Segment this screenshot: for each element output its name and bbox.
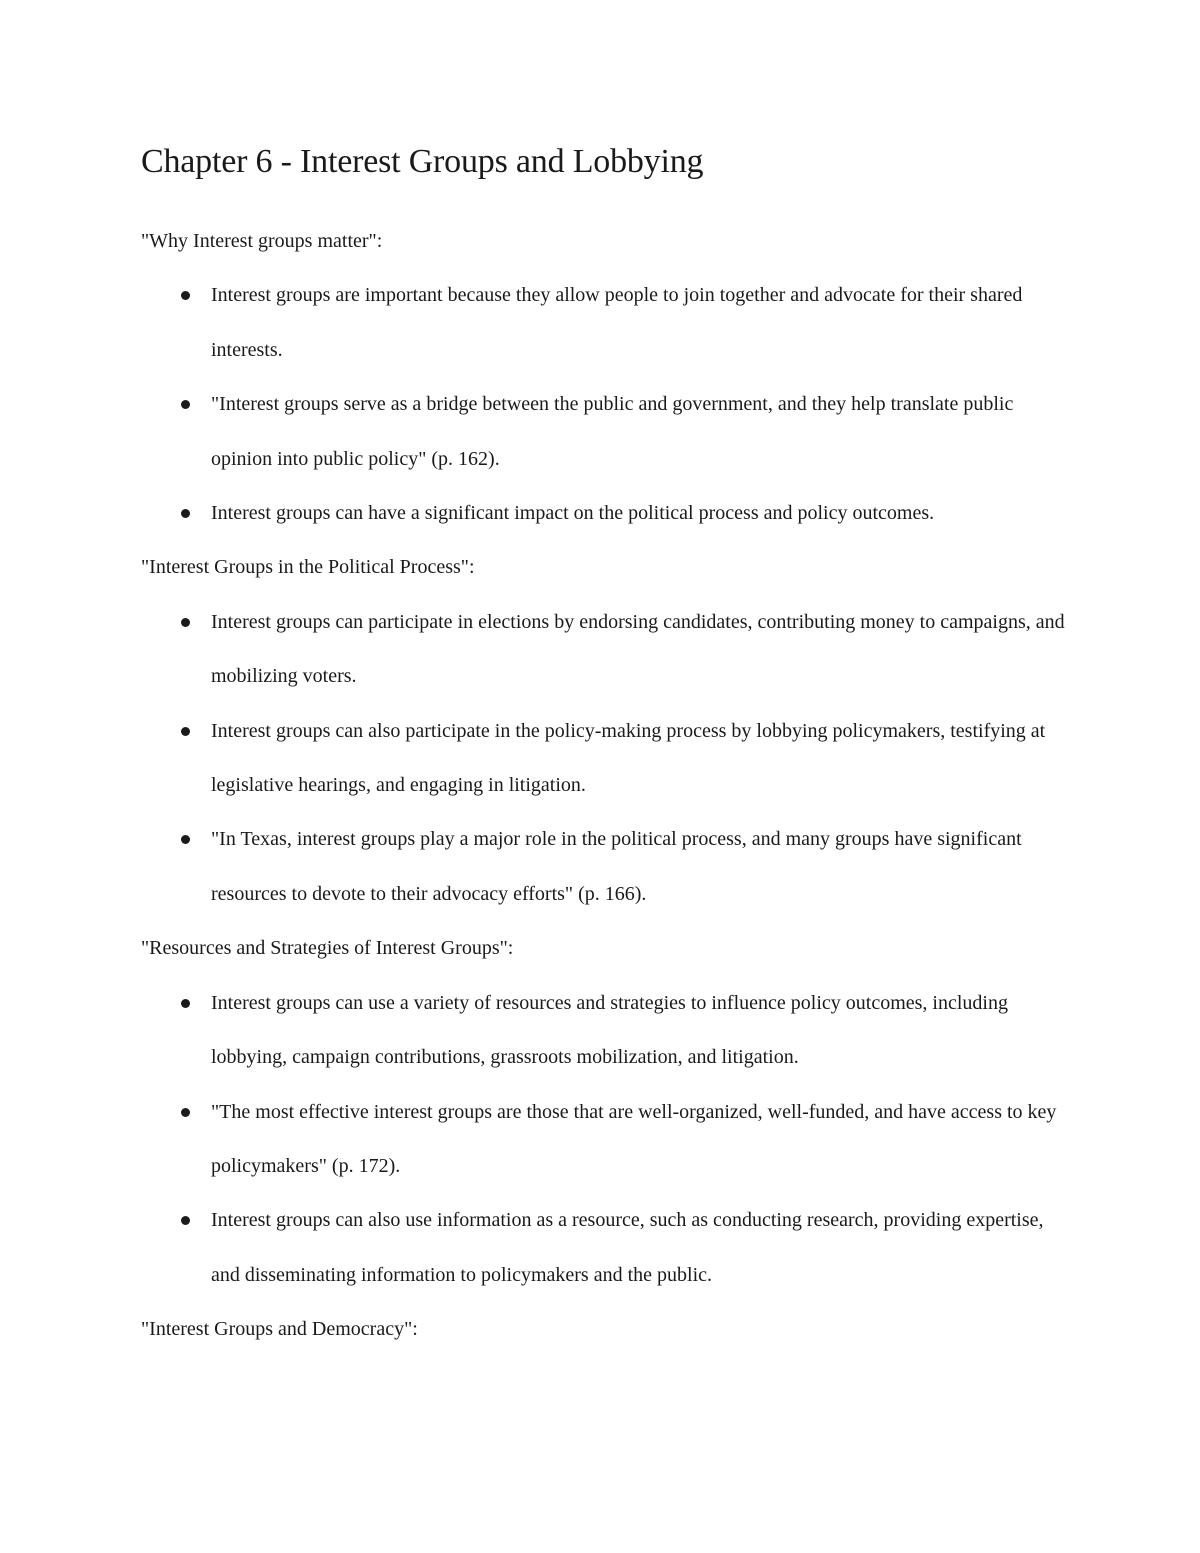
section-democracy [141,1302,1071,1356]
list-item [141,377,1071,486]
bullet-icon [181,999,190,1008]
list-item-text: Interest groups can participate in elections by endorsing candidates, contributing money to campaigns, and mobilizing voters. [211,610,1065,688]
list-item-text: "In Texas, interest groups play a major role in the political process, and many groups have significant resources to devote to their advocacy efforts" (p. 166). [211,828,1022,905]
list-item-text: Interest groups can have a significant impact on the political process and policy outcomes. [211,502,935,525]
list-item [141,976,1071,1085]
bullet-icon [181,1108,190,1117]
list-item [141,1085,1071,1194]
bullet-icon [181,509,190,518]
section-why-interest-groups-matter [141,214,1071,540]
document-content [141,140,1071,1357]
bullet-icon [181,291,190,300]
bullet-icon [181,835,190,844]
section-resources-strategies [141,921,1071,1302]
section-political-process [141,540,1071,921]
section-heading: "Interest Groups and Democracy": [141,1318,418,1341]
bullet-list [141,268,1071,540]
list-item-text: "The most effective interest groups are those that are well-organized, well-funded, and have access to key policymakers" (p. 172). [211,1100,1057,1177]
list-item [141,1193,1071,1302]
list-item [141,486,1071,540]
bullet-icon [181,1216,190,1225]
bullet-list [141,976,1071,1302]
list-item [141,595,1071,704]
list-item-text: Interest groups can also participate in the policy-making process by lobbying policymakers, testifying at legislative hearings, and engaging in litigation. [211,719,1046,797]
list-item [141,268,1071,377]
list-item-text: Interest groups can also use information as a resource, such as conducting research, providing expertise, and disseminating information to policymakers and the public. [211,1209,1044,1286]
list-item [141,704,1071,813]
section-heading: "Resources and Strategies of Interest Groups": [141,937,514,960]
section-heading: "Why Interest groups matter": [141,230,383,252]
bullet-icon [181,400,190,409]
bullet-icon [181,618,190,627]
list-item-text: "Interest groups serve as a bridge between the public and government, and they help translate public opinion into public policy" (p. 162). [211,393,1014,470]
bullet-list [141,595,1071,921]
list-item [141,812,1071,921]
page-title: Chapter 6 - Interest Groups and Lobbying [141,143,704,180]
list-item-text: Interest groups can use a variety of resources and strategies to influence policy outcomes, including lobbying, campaign contributions, grassroots mobilization, and litigation. [211,991,1008,1069]
bullet-icon [181,727,190,736]
list-item-text: Interest groups are important because they allow people to join together and advocate for their shared interests. [211,284,1023,361]
section-heading: "Interest Groups in the Political Process": [141,556,475,579]
